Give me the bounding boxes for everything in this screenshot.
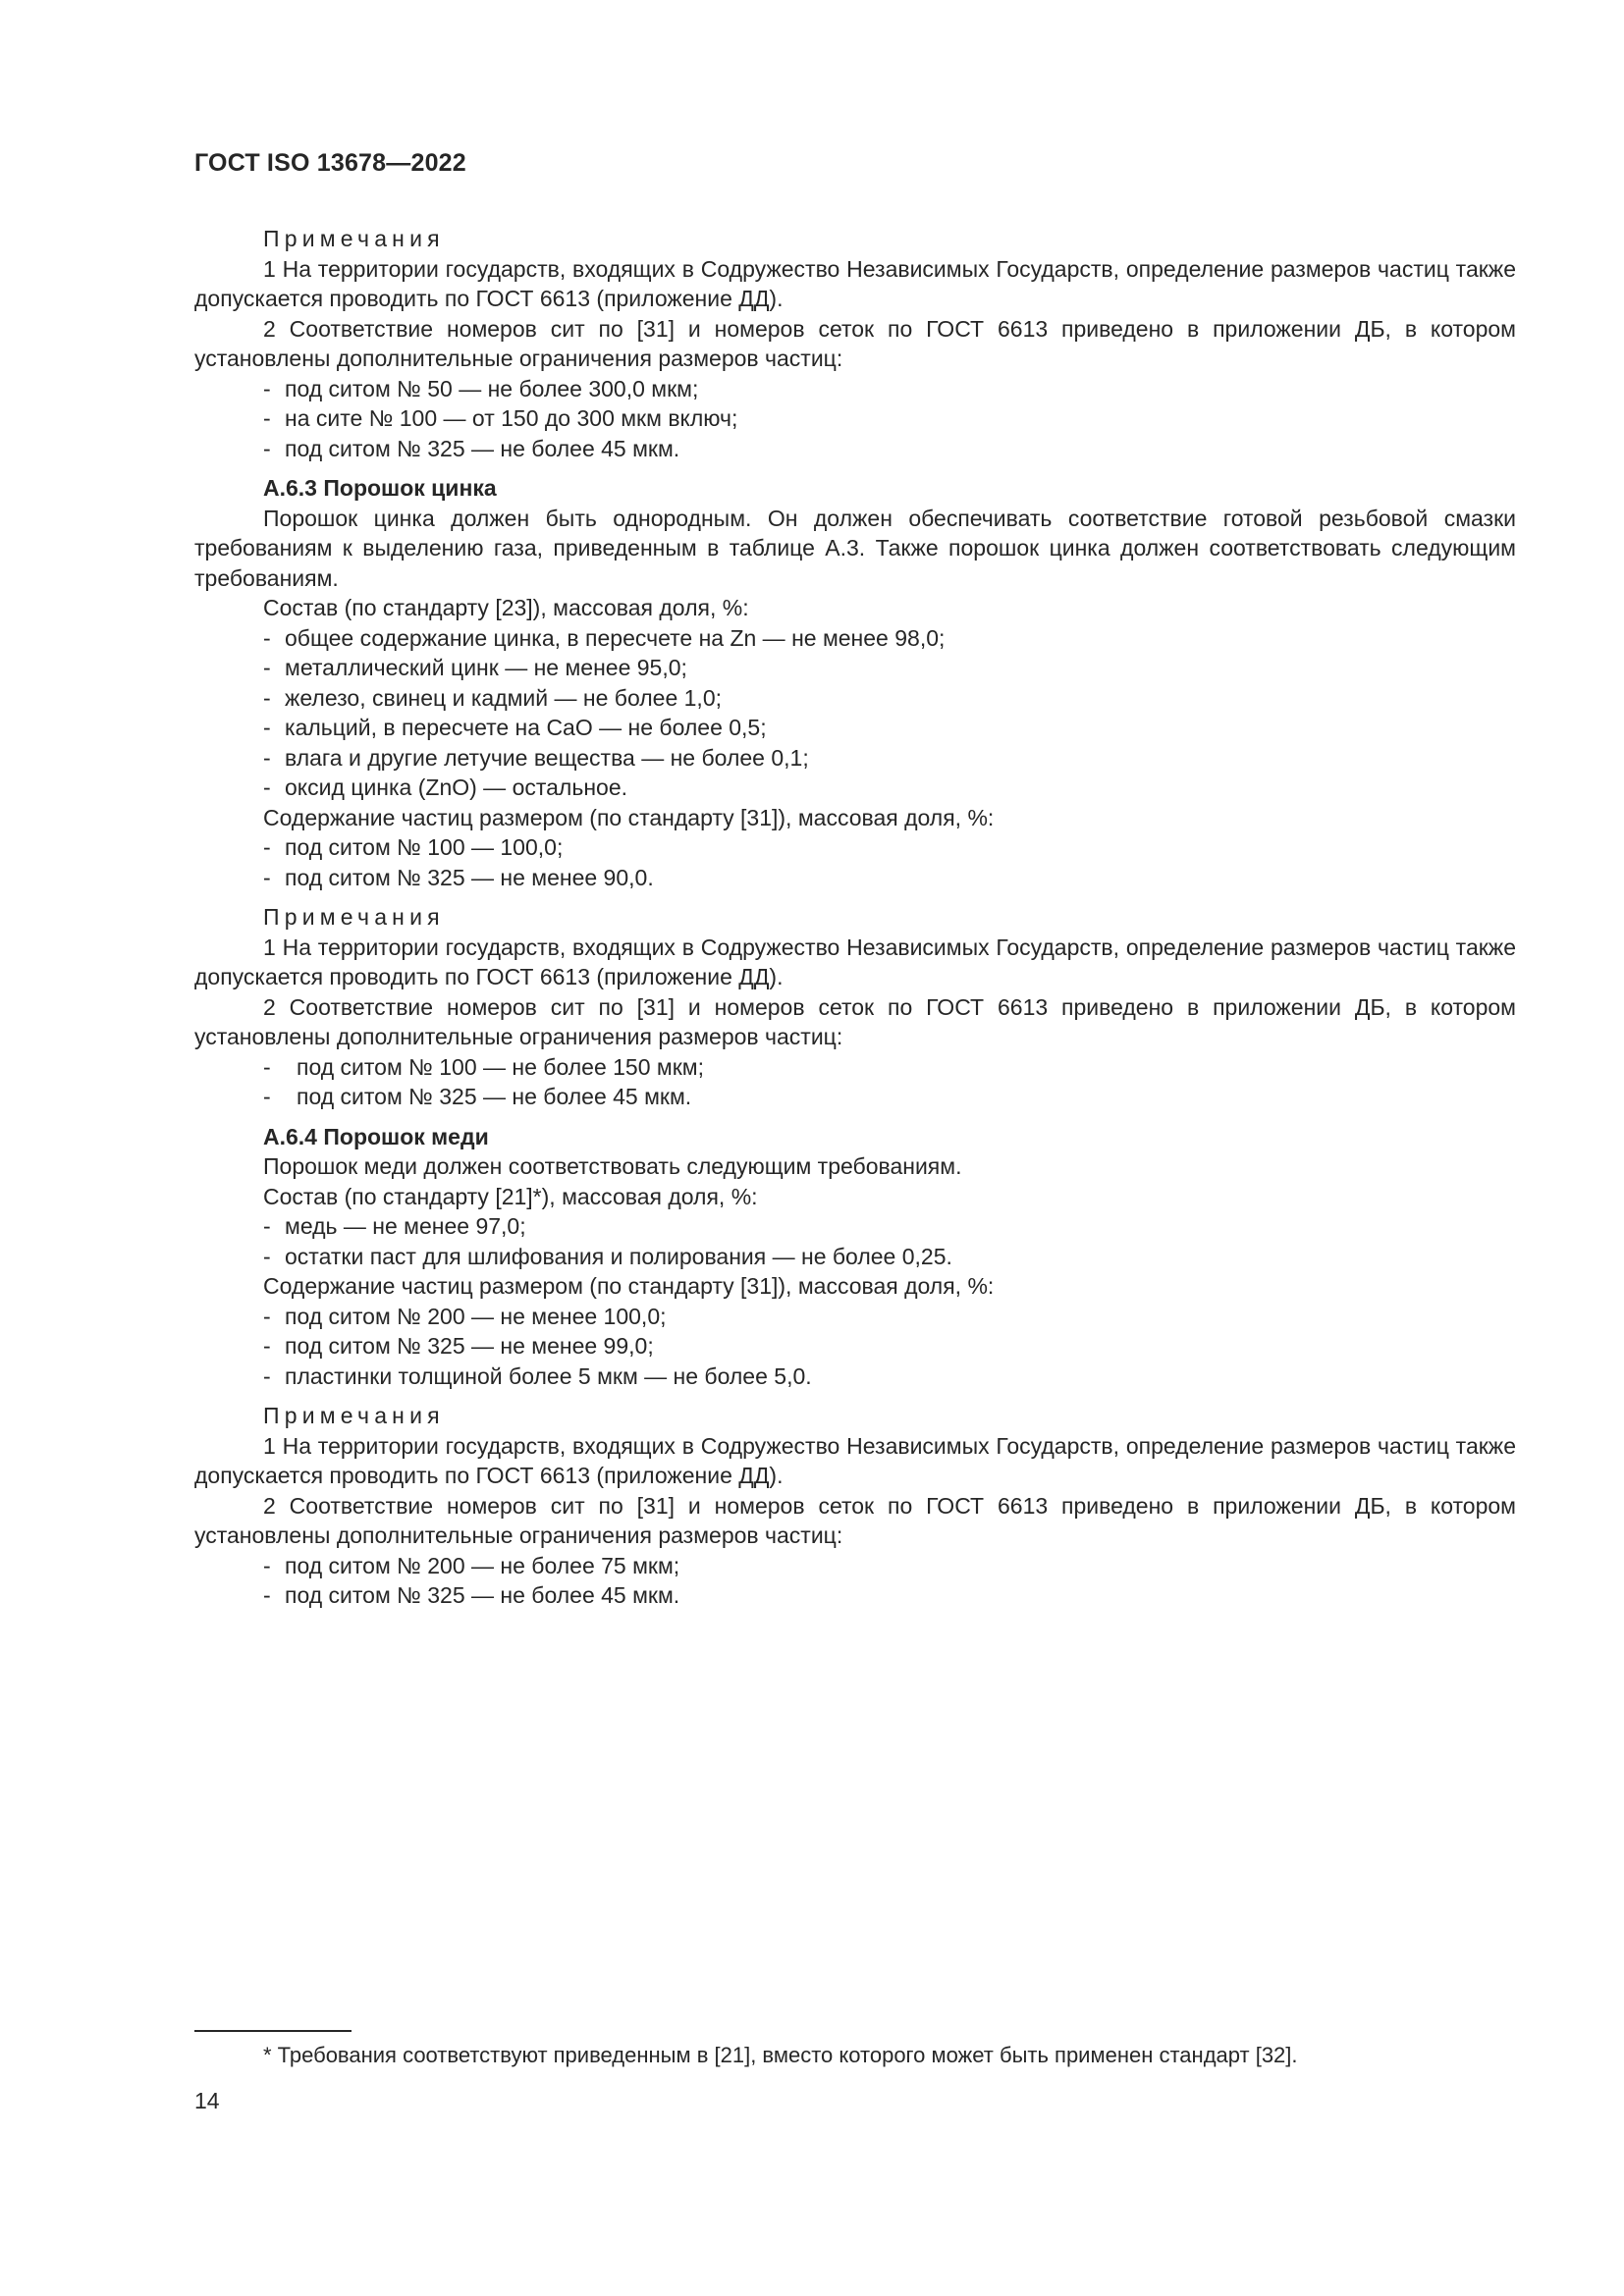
particles-label: Содержание частиц размером (по стандарту [31]), массовая доля, %:: [263, 1273, 995, 1299]
list-marker: -: [263, 1552, 271, 1578]
list-marker: -: [263, 435, 271, 461]
note-1: 1 На территории государств, входящих в Содружество Независимых Государств, определение размеров частиц также допускается проводить по ГОСТ 6613 (приложение ДД).: [194, 255, 1516, 311]
list-item: - под ситом № 325 — не более 45 мкм.: [194, 434, 1516, 464]
list-marker: -: [263, 655, 271, 680]
note-2: 2 Соответствие номеров сит по [31] и номеров сеток по ГОСТ 6613 приведено в приложении ДБ, в котором установлены дополнительные ограничения размеров частиц:: [194, 993, 1516, 1049]
list-item: - под ситом № 325 — не менее 99,0;: [194, 1331, 1516, 1362]
footnote: * Требования соответствуют приведенным в [21], вместо которого может быть применен стандарт [32].: [263, 2043, 1298, 2067]
list-marker: -: [263, 774, 271, 800]
list-item: - оксид цинка (ZnO) — остальное.: [194, 773, 1516, 803]
list-marker: -: [263, 1303, 271, 1329]
list-item: - остатки паст для шлифования и полирования — не более 0,25.: [194, 1242, 1516, 1272]
list-item: - под ситом № 200 — не менее 100,0;: [194, 1302, 1516, 1332]
section-intro: Порошок цинка должен быть однородным. Он должен обеспечивать соответствие готовой резьбовой смазки требованиям к выделению газа, приведенным в таблице А.3. Также порошок цинка должен соответствовать следующим требованиям.: [194, 505, 1516, 591]
list-marker: -: [263, 624, 271, 651]
list-marker: -: [263, 1213, 271, 1239]
list-marker: -: [263, 1582, 271, 1608]
notes-title: Примечания: [263, 226, 445, 251]
list-marker: -: [263, 1053, 271, 1080]
list-item: - под ситом № 100 — не более 150 мкм;: [194, 1052, 1516, 1083]
notes-title: Примечания: [263, 904, 445, 930]
list-item: - металлический цинк — не менее 95,0;: [194, 653, 1516, 683]
composition-label: Состав (по стандарту [23]), массовая доля, %:: [263, 595, 749, 620]
list-item: - влага и другие летучие вещества — не более 0,1;: [194, 743, 1516, 774]
footnote-divider: [194, 2030, 352, 2032]
list-item: - под ситом № 200 — не более 75 мкм;: [194, 1551, 1516, 1581]
list-marker: -: [263, 405, 271, 431]
section-title-zinc: А.6.3 Порошок цинка: [263, 475, 497, 501]
list-marker: -: [263, 1362, 271, 1389]
page-number: 14: [194, 2088, 220, 2113]
section-intro: Порошок меди должен соответствовать следующим требованиям.: [263, 1153, 962, 1179]
list-item: - под ситом № 325 — не более 45 мкм.: [194, 1082, 1516, 1112]
composition-label: Состав (по стандарту [21]*), массовая доля, %:: [263, 1183, 758, 1209]
list-item: - под ситом № 325 — не более 45 мкм.: [194, 1580, 1516, 1611]
list-item: - кальций, в пересчете на CaO — не более 0,5;: [194, 713, 1516, 743]
note-2: 2 Соответствие номеров сит по [31] и номеров сеток по ГОСТ 6613 приведено в приложении ДБ, в котором установлены дополнительные ограничения размеров частиц:: [194, 1492, 1516, 1548]
list-item: - под ситом № 50 — не более 300,0 мкм;: [194, 374, 1516, 404]
note-2: 2 Соответствие номеров сит по [31] и номеров сеток по ГОСТ 6613 приведено в приложении ДБ, в котором установлены дополнительные ограничения размеров частиц:: [194, 315, 1516, 371]
list-item: - медь — не менее 97,0;: [194, 1211, 1516, 1242]
list-marker: -: [263, 1084, 271, 1109]
list-marker: -: [263, 375, 271, 401]
note-1: 1 На территории государств, входящих в Содружество Независимых Государств, определение размеров частиц также допускается проводить по ГОСТ 6613 (приложение ДД).: [194, 934, 1516, 989]
list-marker: -: [263, 684, 271, 711]
list-item: - под ситом № 100 — 100,0;: [194, 832, 1516, 863]
list-marker: -: [263, 864, 271, 890]
list-item: - под ситом № 325 — не менее 90,0.: [194, 863, 1516, 893]
notes-title: Примечания: [263, 1403, 445, 1428]
note-1: 1 На территории государств, входящих в Содружество Независимых Государств, определение размеров частиц также допускается проводить по ГОСТ 6613 (приложение ДД).: [194, 1432, 1516, 1488]
list-item: - общее содержание цинка, в пересчете на Zn — не менее 98,0;: [194, 623, 1516, 654]
section-title-copper: А.6.4 Порошок меди: [263, 1123, 489, 1149]
list-item: - железо, свинец и кадмий — не более 1,0;: [194, 683, 1516, 714]
list-marker: -: [263, 715, 271, 740]
list-marker: -: [263, 1333, 271, 1359]
list-marker: -: [263, 744, 271, 771]
page-content: [194, 224, 1516, 1611]
particles-label: Содержание частиц размером (по стандарту [31]), массовая доля, %:: [263, 804, 995, 830]
document-header: ГОСТ ISO 13678—2022: [194, 149, 466, 177]
list-item: - на сите № 100 — от 150 до 300 мкм включ;: [194, 403, 1516, 434]
list-marker: -: [263, 1243, 271, 1269]
list-marker: -: [263, 834, 271, 860]
list-item: - пластинки толщиной более 5 мкм — не более 5,0.: [194, 1362, 1516, 1392]
